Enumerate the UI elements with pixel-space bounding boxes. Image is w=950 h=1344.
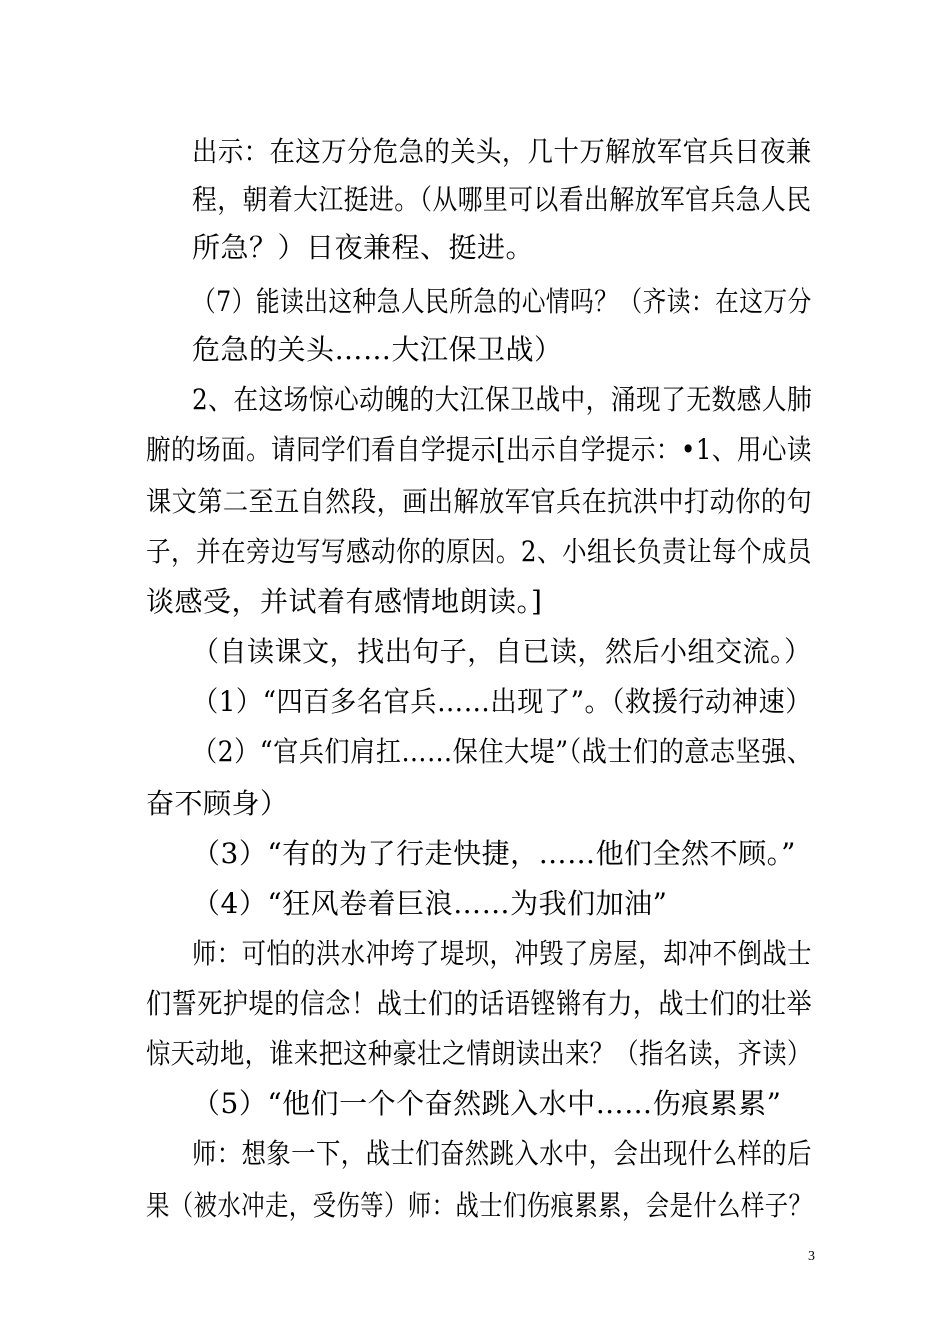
text-line-9: 子，并在旁边写写感动你的原因。2、小组长负责让每个成员 — [146, 535, 812, 568]
text-line-18: 们誓死护堤的信念！战士们的话语铿锵有力，战士们的壮举 — [146, 987, 813, 1020]
text-line-21: 师：想象一下，战士们奋然跳入水中，会出现什么样的后 — [192, 1137, 812, 1170]
text-line-16: （4）“狂风卷着巨浪……为我们加油” — [192, 887, 668, 920]
text-line-2: 程，朝着大江挺进。（从哪里可以看出解放军官兵急人民 — [192, 183, 812, 216]
text-line-19: 惊天动地，谁来把这种豪壮之情朗读出来？（指名读，齐读） — [146, 1037, 812, 1070]
text-line-14: 奋不顾身） — [146, 787, 289, 820]
page-number: 3 — [808, 1249, 815, 1264]
text-line-17: 师：可怕的洪水冲垮了堤坝，冲毁了房屋，却冲不倒战士 — [192, 937, 812, 970]
text-line-4: （7）能读出这种急人民所急的心情吗？（齐读：在这万分 — [192, 285, 812, 318]
text-line-3: 所急？）日夜兼程、挺进。 — [192, 231, 535, 264]
text-line-20: （5）“他们一个个奋然跳入水中……伤痕累累” — [192, 1087, 782, 1120]
text-line-11: （自读课文，找出句子，自已读，然后小组交流。） — [192, 635, 812, 668]
text-line-13: （2）“官兵们肩扛……保住大堤”（战士们的意志坚强、 — [192, 735, 813, 768]
text-line-10: 谈感受，并试着有感情地朗读。] — [146, 585, 543, 618]
text-line-1: 出示：在这万分危急的关头，几十万解放军官兵日夜兼 — [192, 135, 812, 168]
text-line-22: 果（被水冲走，受伤等）师：战士们伤痕累累，会是什么样子？ — [146, 1189, 813, 1222]
text-line-5: 危急的关头……大江保卫战） — [192, 333, 563, 366]
text-line-8: 课文第二至五自然段，画出解放军官兵在抗洪中打动你的句 — [146, 485, 813, 518]
text-line-6: 2、在这场惊心动魄的大江保卫战中，涌现了无数感人肺 — [192, 383, 813, 416]
text-line-12: （1）“四百多名官兵……出现了”。（救援行动神速） — [192, 685, 812, 718]
text-line-15: （3）“有的为了行走快捷，……他们全然不顾。” — [192, 837, 796, 870]
text-line-7: 腑的场面。请同学们看自学提示[出示自学提示：•1、用心读 — [146, 433, 812, 466]
